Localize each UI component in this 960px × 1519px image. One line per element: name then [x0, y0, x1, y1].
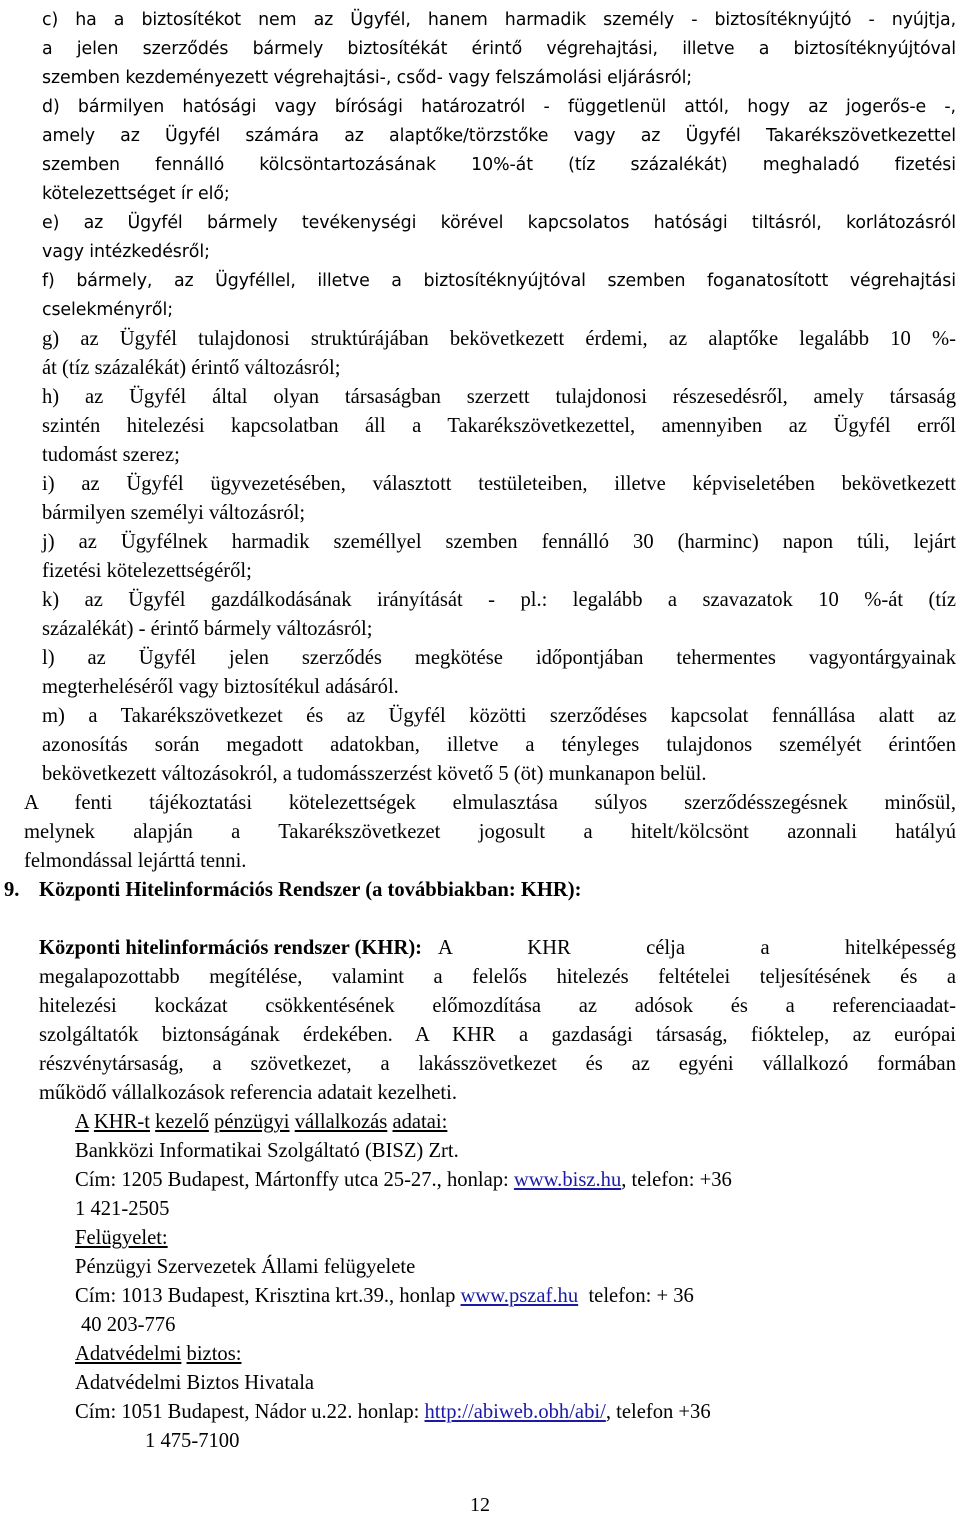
operator-heading-word: kezelő	[155, 1111, 209, 1133]
operator-heading-word: vállalkozás	[294, 1111, 388, 1133]
item-c-line-3: szemben kezdeményezett végrehajtási-, csőd- vagy felszámolási eljárásról;	[42, 68, 693, 88]
supervision-name: Pénzügyi Szervezetek Állami felügyelete	[75, 1256, 416, 1278]
item-g-line-2: át (tíz százalékát) érintő változásról;	[42, 357, 341, 379]
item-f-line-1: f) bármely, az Ügyféllel, illetve a biztosítéknyújtóval szemben foganatosított végrehajtási	[42, 271, 956, 291]
page-number: 12	[470, 1494, 490, 1516]
item-e-line-2: vagy intézkedésről;	[42, 242, 210, 262]
operator-heading	[75, 1108, 447, 1136]
operator-heading-word: A	[75, 1111, 89, 1133]
khr-definition-text: A KHR célja a hitelképesség	[438, 937, 956, 959]
supervision-address: Cím: 1013 Budapest, Krisztina krt.39., honlap	[75, 1285, 456, 1307]
item-k-line-2: százalékát) - érintő bármely változásról;	[42, 618, 373, 640]
dataprotection-name: Adatvédelmi Biztos Hivatala	[75, 1372, 315, 1394]
item-l-line-2: megterheléséről vagy biztosítékul adásáról.	[42, 676, 399, 698]
dataprotection-phone-number: 1 475-7100	[145, 1430, 240, 1452]
failure-paragraph-line-2: melynek alapján a Takarékszövetkezet jogosult a hitelt/kölcsönt azonnali hatályú	[24, 821, 956, 843]
operator-address-line	[75, 1166, 732, 1194]
dataprotection-heading-word: biztos:	[186, 1343, 242, 1365]
operator-heading-word: adatai:	[392, 1111, 448, 1133]
item-d-line-3: szemben fennálló kölcsöntartozásának 10%-át (tíz százalékát) meghaladó fizetési	[42, 155, 956, 175]
khr-paragraph-line-6: működő vállalkozások referencia adatait kezelheti.	[39, 1082, 457, 1104]
operator-heading-word: pénzügyi	[214, 1111, 290, 1133]
operator-phone-label: , telefon: +36	[621, 1169, 732, 1191]
item-m-line-2: azonosítás során megadott adatokban, illetve a tényleges tulajdonos személyét érintően	[42, 734, 956, 756]
supervision-heading: Felügyelet:	[75, 1227, 168, 1249]
item-i-line-2: bármilyen személyi változásról;	[42, 502, 306, 524]
dataprotection-heading-word: Adatvédelmi	[75, 1343, 182, 1365]
item-j-line-2: fizetési kötelezettségéről;	[42, 560, 252, 582]
item-i-line-1: i) az Ügyfél ügyvezetésében, választott testületeiben, illetve képviseletében bekövetkezett	[42, 473, 956, 495]
dataprotection-address: Cím: 1051 Budapest, Nádor u.22. honlap:	[75, 1401, 420, 1423]
khr-definition-term: Központi hitelinformációs rendszer (KHR):	[39, 937, 423, 959]
item-g-line-1: g) az Ügyfél tulajdonosi struktúrájában bekövetkezett érdemi, az alaptőke legalább 10 %-	[42, 328, 956, 350]
khr-paragraph-line-2: megalapozottabb megítélése, valamint a felelős hitelezés feltételei teljesítésének és a	[39, 966, 956, 988]
operator-address: Cím: 1205 Budapest, Mártonffy utca 25-27., honlap:	[75, 1169, 509, 1191]
operator-website-link[interactable]: www.bisz.hu	[513, 1169, 622, 1191]
item-h-line-3: tudomást szerez;	[42, 444, 180, 466]
supervision-phone-label: telefon: + 36	[588, 1285, 694, 1307]
item-h-line-2: szintén hitelezési kapcsolatban áll a Takarékszövetkezettel, amennyiben az Ügyfél erről	[42, 415, 956, 437]
operator-phone-number: 1 421-2505	[75, 1198, 170, 1220]
item-m-line-1: m) a Takarékszövetkezet és az Ügyfél közötti szerződéses kapcsolat fennállása alatt az	[42, 705, 956, 727]
section-heading: Központi Hitelinformációs Rendszer (a továbbiakban: KHR):	[39, 879, 582, 901]
operator-name: Bankközi Informatikai Szolgáltató (BISZ) Zrt.	[75, 1140, 459, 1162]
section-number: 9.	[4, 879, 20, 901]
khr-paragraph-line-3: hitelezési kockázat csökkentésének előmozdítása az adósok és a referenciaadat-	[39, 995, 956, 1017]
item-m-line-3: bekövetkezett változásokról, a tudomásszerzést követő 5 (öt) munkanapon belül.	[42, 763, 707, 785]
item-e-line-1: e) az Ügyfél bármely tevékenységi körével kapcsolatos hatósági tiltásról, korlátozásról	[42, 213, 956, 233]
supervision-address-line	[75, 1282, 694, 1310]
item-l-line-1: l) az Ügyfél jelen szerződés megkötése időpontjában tehermentes vagyontárgyainak	[42, 647, 956, 669]
item-h-line-1: h) az Ügyfél által olyan társaságban szerzett tulajdonosi részesedésről, amely társaság	[42, 386, 956, 408]
failure-paragraph-line-3: felmondással lejárttá tenni.	[24, 850, 247, 872]
failure-paragraph-line-1: A fenti tájékoztatási kötelezettségek elmulasztása súlyos szerződésszegésnek minősül,	[24, 792, 956, 814]
item-k-line-1: k) az Ügyfél gazdálkodásának irányítását - pl.: legalább a szavazatok 10 %-át (tíz	[42, 589, 956, 611]
dataprotection-website-link[interactable]: http://abiweb.obh/abi/	[424, 1401, 606, 1423]
dataprotection-phone-label: , telefon +36	[605, 1401, 711, 1423]
item-d-line-4: kötelezettséget ír elő;	[42, 184, 230, 204]
item-c-line-1: c) ha a biztosítékot nem az Ügyfél, hanem harmadik személy - biztosítéknyújtó - nyújtja,	[42, 10, 956, 30]
supervision-website-link[interactable]: www.pszaf.hu	[460, 1285, 579, 1307]
khr-paragraph-line-1	[39, 934, 956, 962]
supervision-phone-number: 40 203-776	[81, 1314, 176, 1336]
item-d-line-1: d) bármilyen hatósági vagy bírósági határozatról - függetlenül attól, hogy az jogerős-e -,	[42, 97, 956, 117]
khr-paragraph-line-5: részvénytársaság, a szövetkezet, a lakásszövetkezet és az egyéni vállalkozó formában	[39, 1053, 956, 1075]
khr-paragraph-line-4: szolgáltatók biztonságának érdekében. A KHR a gazdasági társaság, fióktelep, az európai	[39, 1024, 956, 1046]
dataprotection-address-line	[75, 1398, 711, 1426]
operator-heading-word: KHR-t	[93, 1111, 150, 1133]
item-j-line-1: j) az Ügyfélnek harmadik személlyel szemben fennálló 30 (harminc) napon túli, lejárt	[42, 531, 956, 553]
item-c-line-2: a jelen szerződés bármely biztosítékát érintő végrehajtási, illetve a biztosítéknyújtóval	[42, 39, 956, 59]
item-f-line-2: cselekményről;	[42, 300, 173, 320]
item-d-line-2: amely az Ügyfél számára az alaptőke/törzstőke vagy az Ügyfél Takarékszövetkezettel	[42, 126, 956, 146]
dataprotection-heading	[75, 1340, 241, 1368]
